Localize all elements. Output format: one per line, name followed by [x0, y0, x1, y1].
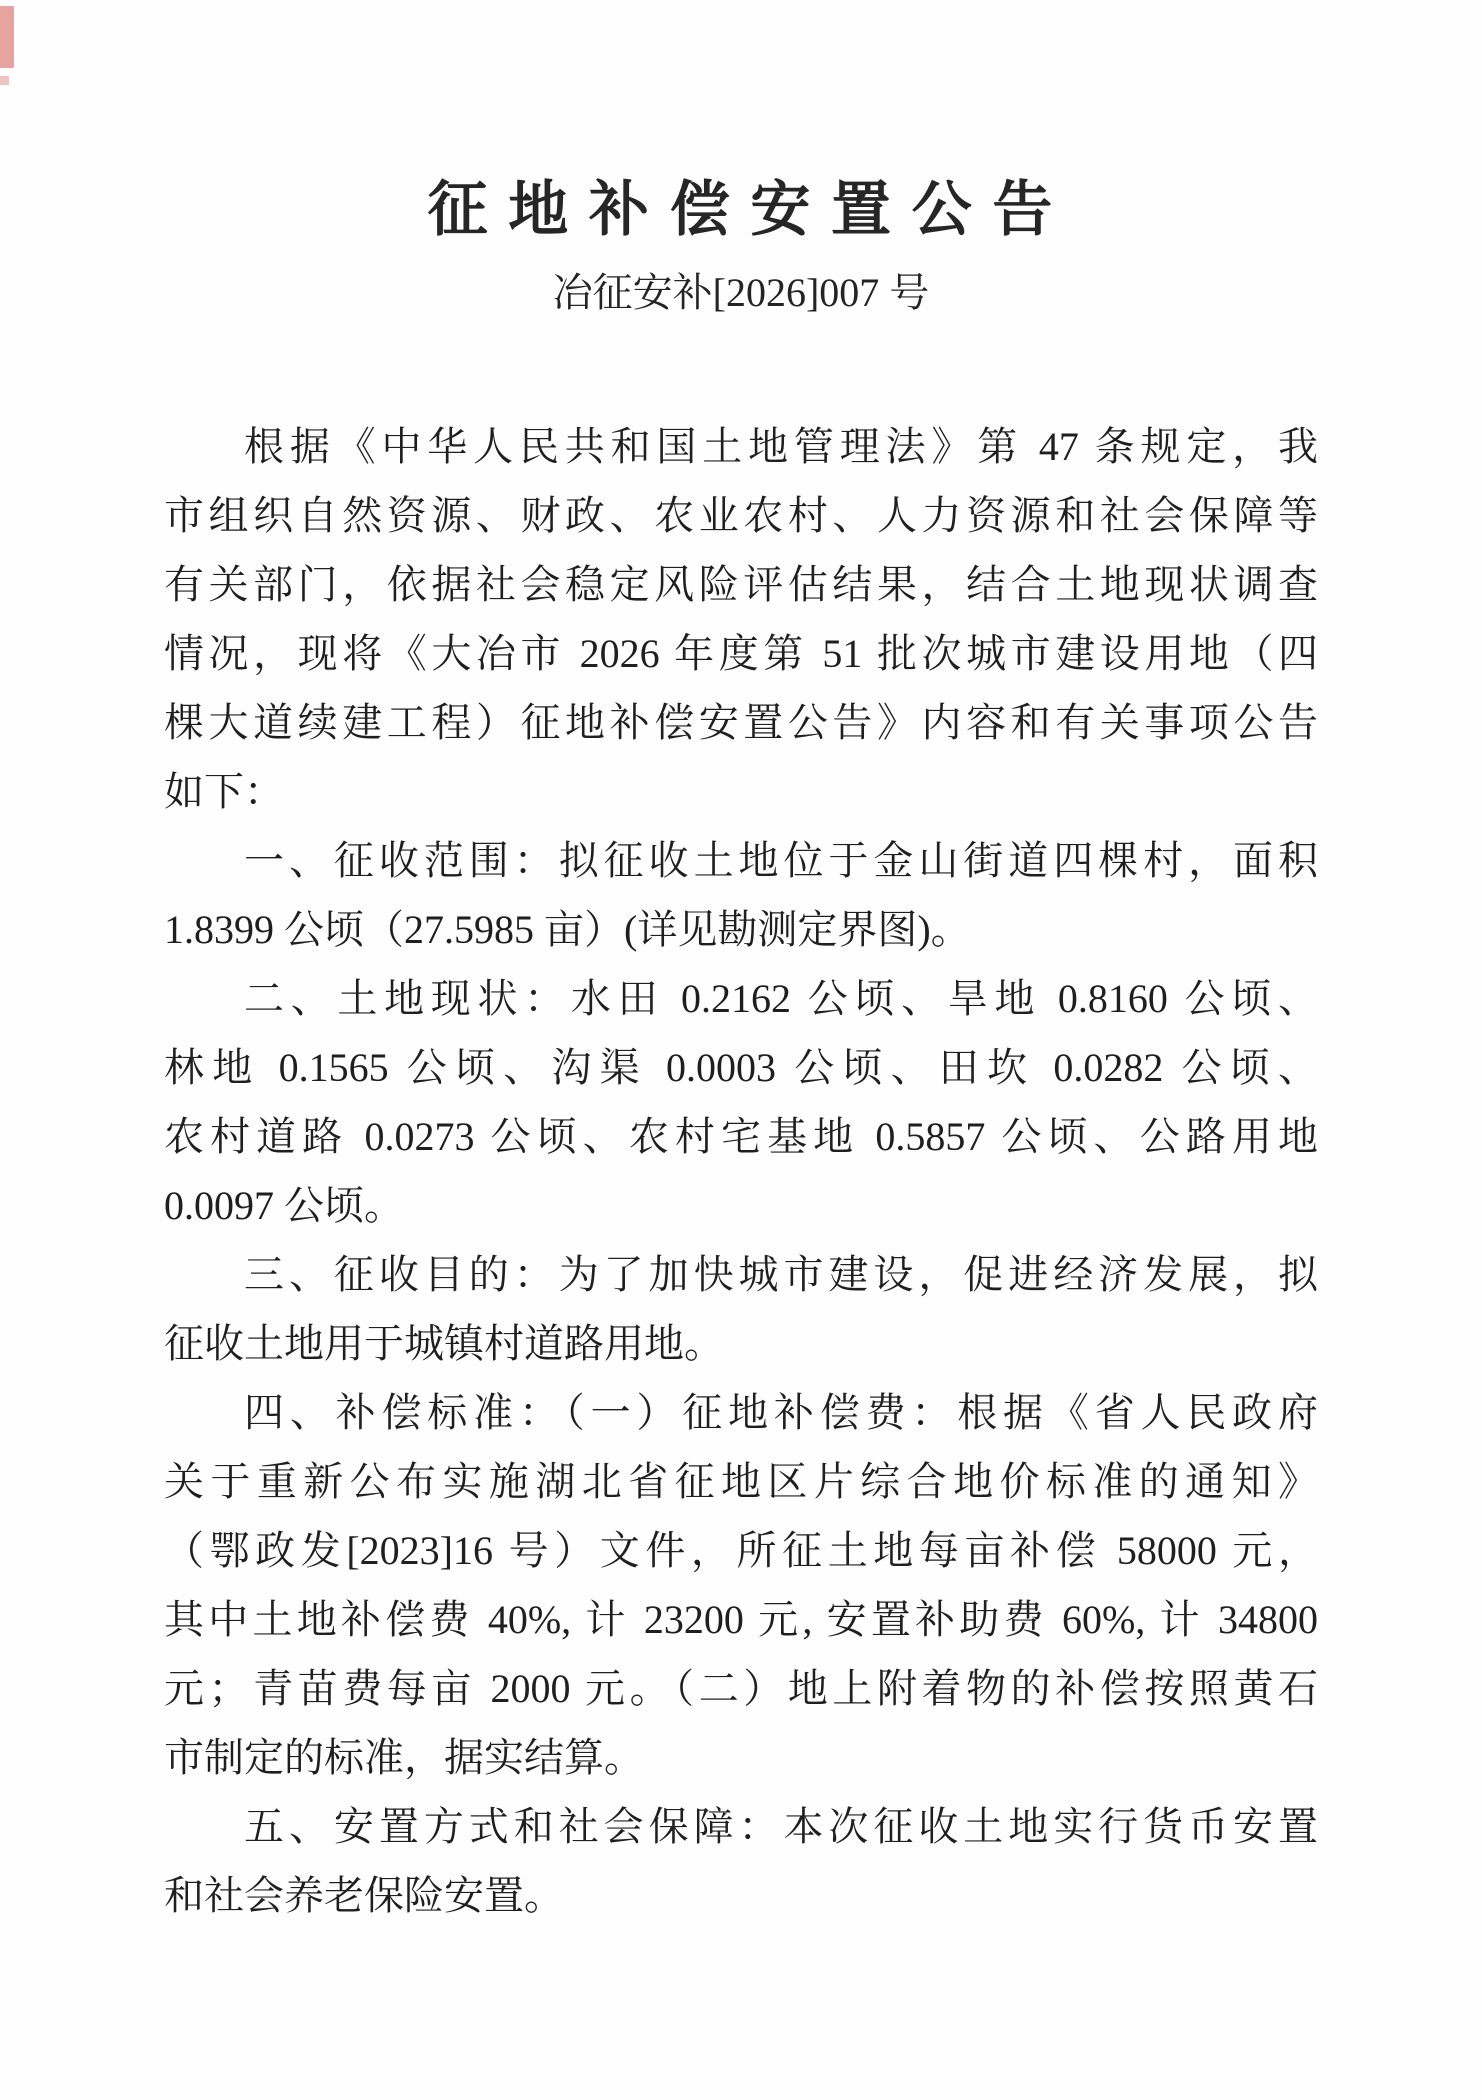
text-line: 征收土地用于城镇村道路用地。	[164, 1321, 724, 1366]
text-line: （鄂政发[2023]16 号）文件，所征土地每亩补偿 58000 元，	[164, 1528, 1318, 1573]
text-line: 0.0097 公顷。	[164, 1183, 404, 1228]
text-line: 情况，现将《大冶市 2026 年度第 51 批次城市建设用地（四	[164, 631, 1318, 676]
document-body	[164, 412, 1318, 1930]
text-line: 四、补偿标准：（一）征地补偿费：根据《省人民政府	[244, 1390, 1318, 1435]
text-line: 元；青苗费每亩 2000 元。（二）地上附着物的补偿按照黄石	[164, 1666, 1318, 1711]
text-line: 如下：	[164, 769, 284, 814]
text-line: 其中土地补偿费 40%, 计 23200 元, 安置补助费 60%, 计 34800	[164, 1597, 1318, 1642]
text-line: 市制定的标准，据实结算。	[164, 1735, 644, 1780]
text-line: 1.8399 公顷（27.5985 亩）(详见勘测定界图)。	[164, 907, 971, 952]
text-line: 和社会养老保险安置。	[164, 1873, 564, 1918]
text-line: 市组织自然资源、财政、农业农村、人力资源和社会保障等	[164, 493, 1318, 538]
text-line: 有关部门，依据社会稳定风险评估结果，结合土地现状调查	[164, 562, 1318, 607]
text-line: 根据《中华人民共和国土地管理法》第 47 条规定，我	[244, 424, 1318, 469]
text-line: 一、征收范围：拟征收土地位于金山街道四棵村，面积	[244, 838, 1318, 883]
text-line: 三、征收目的：为了加快城市建设，促进经济发展，拟	[244, 1252, 1318, 1297]
text-line: 林地 0.1565 公顷、沟渠 0.0003 公顷、田坎 0.0282 公顷、	[164, 1045, 1318, 1090]
red-corner-mark	[0, 6, 14, 68]
text-line: 关于重新公布实施湖北省征地区片综合地价标准的通知》	[164, 1459, 1318, 1504]
text-line: 二、土地现状：水田 0.2162 公顷、旱地 0.8160 公顷、	[244, 976, 1318, 1021]
text-line: 五、安置方式和社会保障：本次征收土地实行货币安置	[244, 1804, 1318, 1849]
page-title: 征 地 补 偿 安 置 公 告	[427, 176, 1055, 243]
doc-number: 冶征安补[2026]007 号	[552, 270, 930, 315]
text-line: 农村道路 0.0273 公顷、农村宅基地 0.5857 公顷、公路用地	[164, 1114, 1318, 1159]
text-line: 棵大道续建工程）征地补偿安置公告》内容和有关事项公告	[164, 700, 1318, 745]
red-corner-mark-small	[0, 76, 9, 85]
